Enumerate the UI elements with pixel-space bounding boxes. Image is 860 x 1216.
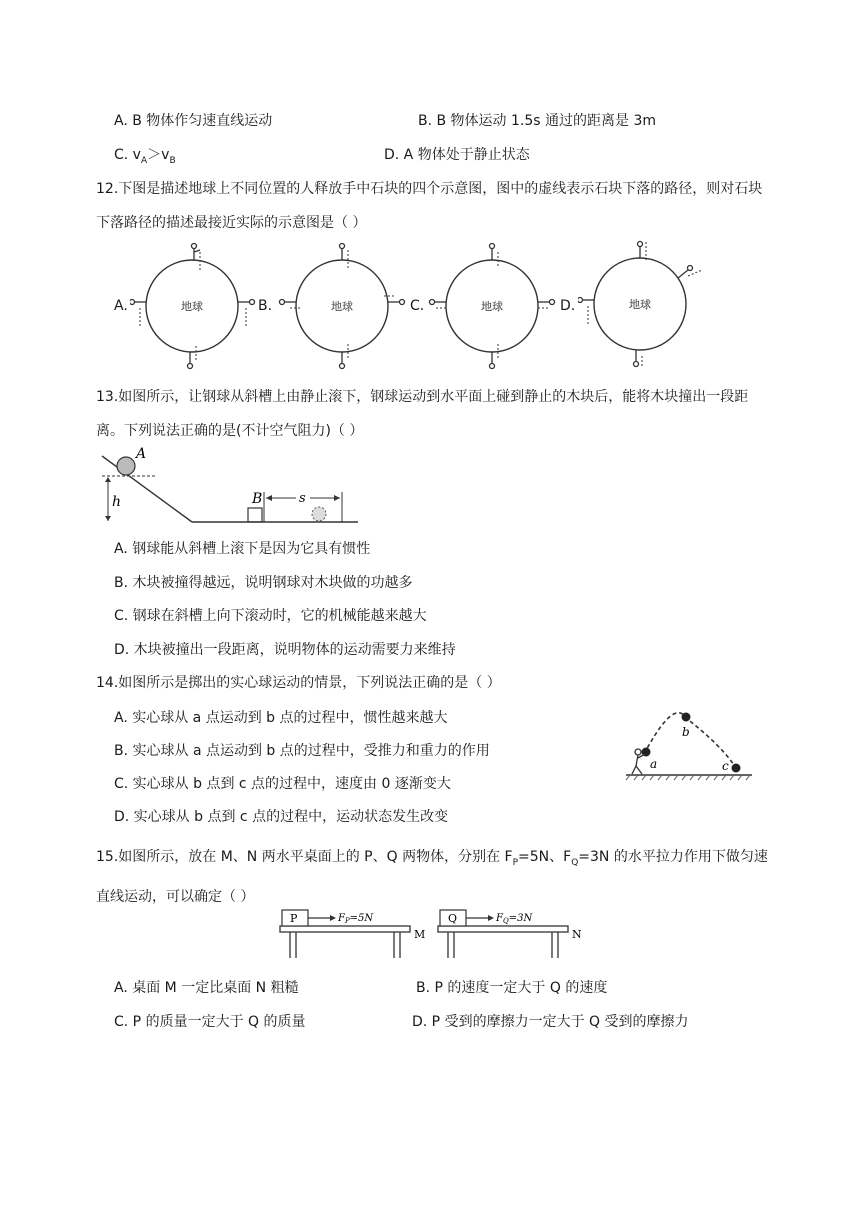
q11-option-d: D. A 物体处于静止状态 [384,147,530,163]
steel-ball [117,457,135,475]
q13-option-a: A. 钢球能从斜槽上滚下是因为它具有惯性 [114,541,371,557]
label-s: s [299,491,306,506]
label-b: b [682,725,690,739]
wood-block [248,508,262,522]
q13-stem: 13.如图所示，让钢球从斜槽上由静止滚下，钢球运动到水平面上碰到静止的木块后，能将木块撞出一段距离。下列说法正确的是(不计空气阻力)（ ） [96,389,749,439]
ball-end-position [312,507,326,521]
globe-label: 地球 [629,298,651,311]
q15-option-b: B. P 的速度一定大于 Q 的速度 [416,980,608,996]
q12-stem: 12.下图是描述地球上不同位置的人释放手中石块的四个示意图，图中的虚线表示石块下落的路径，则对石块下落路径的描述最接近实际的示意图是（ ） [96,181,763,231]
q14-option-c: C. 实心球从 b 点到 c 点的过程中，速度由 0 逐渐变大 [114,776,451,792]
table-n-top [438,926,568,932]
q15-stem-part2: =5N、F [518,849,572,865]
q15-stem-part1: 15.如图所示，放在 M、N 两水平桌面上的 P、Q 两物体，分别在 F [96,849,513,865]
q12-globe-b-figure [278,240,408,370]
q11-option-c [114,144,176,166]
globe-label: 地球 [481,300,503,313]
q13-option-b: B. 木块被撞得越远，说明钢球对木块做的功越多 [114,575,413,591]
force-q-label [495,913,533,925]
ball-at-b [682,713,691,722]
label-p: P [290,912,298,925]
q15-stem-part3: =3N 的水平拉力作用下做匀速直线运动，可以确定（ ） [96,849,768,905]
q11-option-c-text: C. v [114,147,141,163]
q14-option-d: D. 实心球从 b 点到 c 点的过程中，运动状态发生改变 [114,809,449,825]
label-h: h [112,494,122,510]
label-q: Q [448,912,458,925]
q15-option-a: A. 桌面 M 一定比桌面 N 粗糙 [114,980,299,996]
force-q-symbol: F [496,913,503,924]
q12-label-a: A. [114,298,128,314]
globe-label: 地球 [181,300,203,313]
label-b: B [252,491,263,507]
label-a: a [650,757,658,771]
force-q-value: =3N [508,913,533,924]
q14-option-a: A. 实心球从 a 点运动到 b 点的过程中，惯性越来越大 [114,710,448,726]
q11-option-a: A. B 物体作匀速直线运动 [114,113,273,129]
q12-label-d: D. [560,298,576,314]
person-right [238,300,255,305]
force-p-sub: P [344,917,350,925]
label-m: M [414,928,426,941]
force-p-symbol: F [338,913,345,924]
incline-slope [102,456,192,522]
label-a: A [136,446,147,462]
label-c: c [722,759,729,773]
table-m-top [280,926,410,932]
person-top [192,244,201,261]
q15-stem-sub-q: Q [571,857,579,868]
q13-option-c: C. 钢球在斜槽上向下滚动时，它的机械能越来越大 [114,608,427,624]
q12-globe-d-figure [578,234,708,370]
q14-option-b: B. 实心球从 a 点运动到 b 点的过程中，受推力和重力的作用 [114,743,490,759]
q12-globe-c-figure [428,240,558,370]
person-left [130,300,146,305]
q14-trajectory-figure [624,706,754,782]
q13-incline-figure [96,446,366,530]
q14-stem: 14.如图所示是掷出的实心球运动的情景，下列说法正确的是（ ） [96,675,501,691]
q11-option-c-sub-a: A [140,155,148,166]
q12-label-c: C. [410,298,425,314]
q12-globe-a-figure [130,240,260,370]
force-p-label [337,913,374,925]
force-q-sub: Q [502,917,509,925]
q11-option-c-sub-b: B [169,155,176,166]
person-bottom [188,352,193,369]
q15-stem [96,840,776,914]
q15-option-d: D. P 受到的摩擦力一定大于 Q 受到的摩擦力 [412,1014,689,1030]
ball-at-c [732,764,741,773]
q12-label-b: B. [258,298,273,314]
q15-stem-sub-p: P [512,857,519,868]
label-n: N [572,928,582,941]
q15-tables-figure [278,908,598,964]
q15-option-c: C. P 的质量一定大于 Q 的质量 [114,1014,306,1030]
q11-option-b: B. B 物体运动 1.5s 通过的距离是 3m [418,113,657,129]
globe-label: 地球 [331,300,353,313]
q13-option-d: D. 木块被撞出一段距离，说明物体的运动需要力来维持 [114,642,456,658]
q11-option-c-mid: ＞v [147,147,170,163]
force-p-value: =5N [349,913,374,924]
